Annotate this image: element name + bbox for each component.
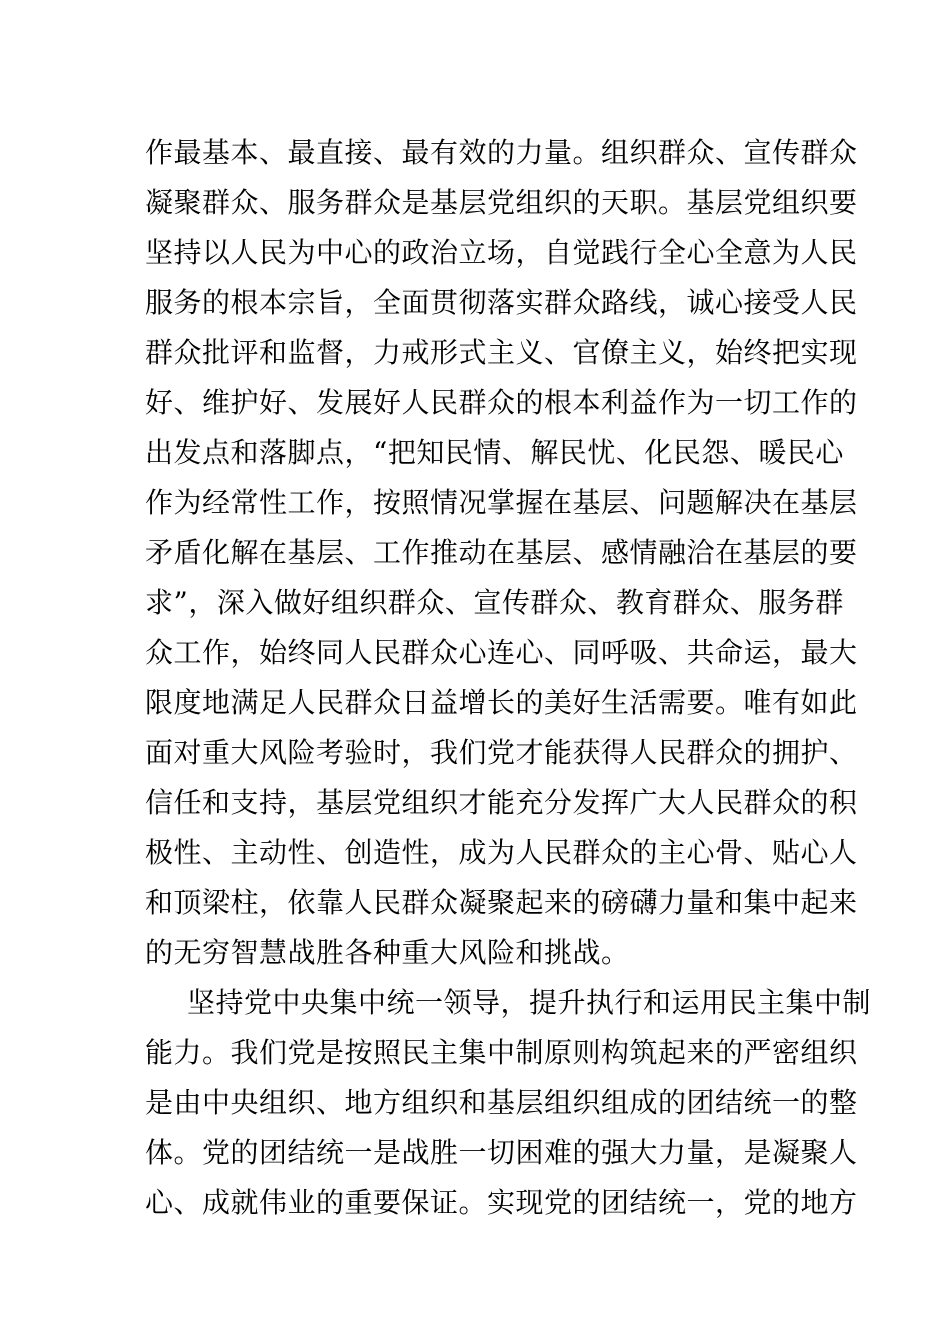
text-line: 群众批评和监督，力戒形式主义、官僚主义，始终把实现	[145, 336, 858, 369]
text-line: 作为经常性工作，按照情况掌握在基层、问题解决在基层	[145, 486, 858, 519]
paragraph-1	[145, 128, 858, 978]
text-line: 矛盾化解在基层、工作推动在基层、感情融洽在基层的要	[145, 536, 858, 569]
text-line: 服务的根本宗旨，全面贯彻落实群众路线，诚心接受人民	[145, 286, 858, 319]
text-line: 能力。我们党是按照民主集中制原则构筑起来的严密组织	[145, 1036, 858, 1069]
body-text	[145, 128, 872, 1228]
text-line: 求”，深入做好组织群众、宣传群众、教育群众、服务群	[145, 586, 844, 619]
text-line: 和顶梁柱，依靠人民群众凝聚起来的磅礴力量和集中起来	[145, 886, 858, 919]
text-line: 信任和支持，基层党组织才能充分发挥广大人民群众的积	[145, 786, 858, 819]
text-line: 是由中央组织、地方组织和基层组织组成的团结统一的整	[145, 1086, 858, 1119]
text-line: 限度地满足人民群众日益增长的美好生活需要。唯有如此	[145, 686, 858, 719]
text-line: 体。党的团结统一是战胜一切困难的强大力量，是凝聚人	[145, 1136, 858, 1169]
text-line: 的无穷智慧战胜各种重大风险和挑战。	[145, 936, 630, 969]
text-line: 好、维护好、发展好人民群众的根本利益作为一切工作的	[145, 386, 858, 419]
text-line: 极性、主动性、创造性，成为人民群众的主心骨、贴心人	[145, 836, 858, 869]
text-line: 坚持党中央集中统一领导，提升执行和运用民主集中制	[187, 986, 872, 1019]
text-line: 出发点和落脚点，“把知民情、解民忧、化民怨、暖民心	[145, 436, 844, 469]
text-line: 坚持以人民为中心的政治立场，自觉践行全心全意为人民	[145, 236, 858, 269]
paragraph-2	[145, 978, 872, 1228]
text-line: 凝聚群众、服务群众是基层党组织的天职。基层党组织要	[145, 186, 858, 219]
text-line: 众工作，始终同人民群众心连心、同呼吸、共命运，最大	[145, 636, 858, 669]
text-line: 心、成就伟业的重要保证。实现党的团结统一，党的地方	[145, 1186, 858, 1219]
text-line: 面对重大风险考验时，我们党才能获得人民群众的拥护、	[145, 736, 858, 769]
text-line: 作最基本、最直接、最有效的力量。组织群众、宣传群众	[145, 136, 858, 169]
